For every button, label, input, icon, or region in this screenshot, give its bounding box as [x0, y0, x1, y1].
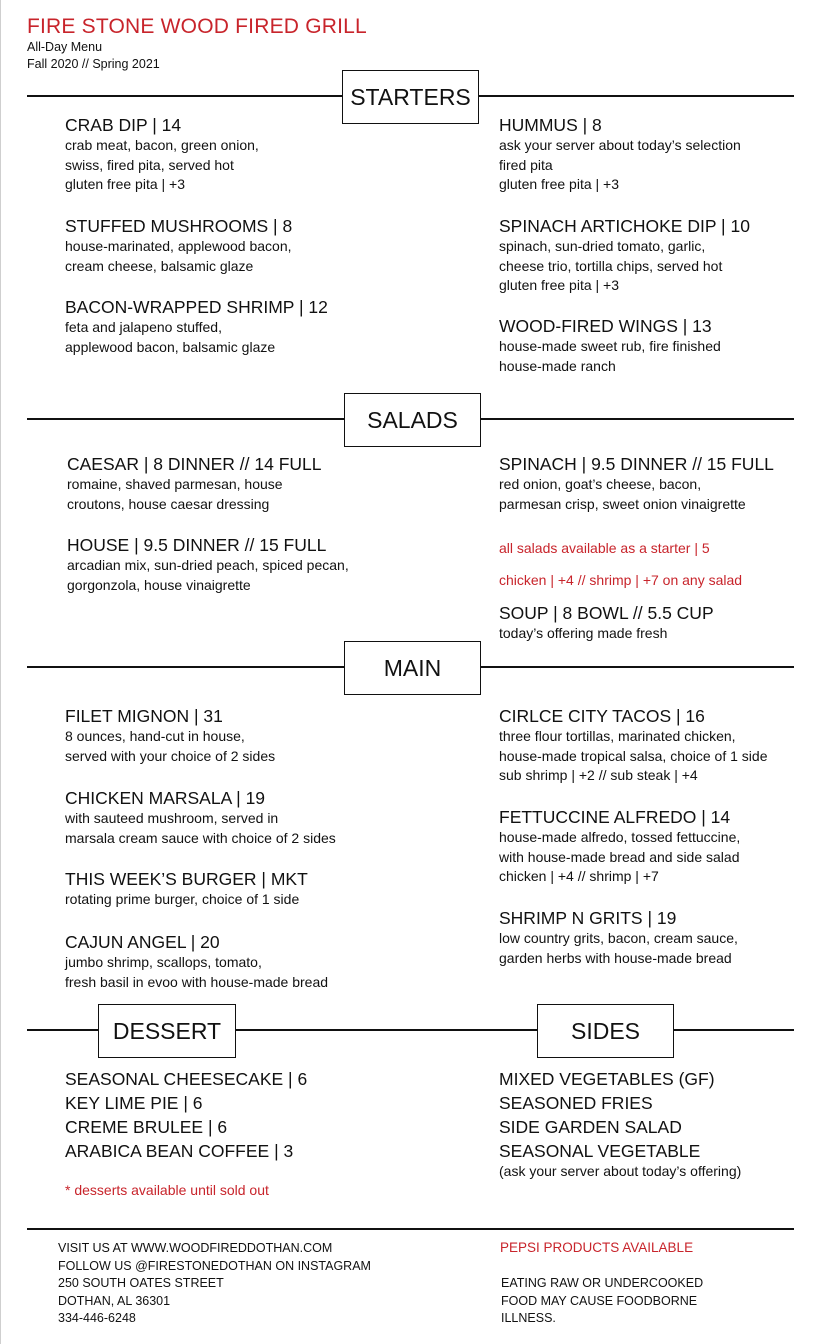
food-warning: [501, 1275, 703, 1328]
item-desc: red onion, goat’s cheese, bacon,: [499, 476, 702, 492]
menu-item: [499, 806, 740, 887]
item-desc: with sauteed mushroom, served in: [65, 810, 279, 826]
item-name: CAESAR | 8 DINNER // 14 FULL: [67, 454, 322, 474]
item-name: CAJUN ANGEL | 20: [65, 932, 220, 952]
item-desc: three flour tortillas, marinated chicken,: [499, 728, 736, 744]
menu-item: [65, 215, 292, 276]
website-link[interactable]: VISIT US AT WWW.WOODFIREDDOTHAN.COM: [58, 1241, 333, 1255]
item-name: WOOD-FIRED WINGS | 13: [499, 316, 712, 336]
sides-heading: SIDES: [537, 1004, 674, 1058]
menu-item: [65, 296, 328, 357]
item-name: CIRLCE CITY TACOS | 16: [499, 706, 705, 726]
item-desc: swiss, fired pita, served hot: [65, 156, 234, 173]
menu-subtitle: All-Day Menu: [27, 40, 103, 54]
item-name: FILET MIGNON | 31: [65, 706, 223, 726]
item-desc: marsala cream sauce with choice of 2 sides: [65, 829, 336, 846]
side-item: SIDE GARDEN SALAD: [499, 1117, 682, 1137]
menu-item: [499, 705, 767, 786]
item-name: SPINACH ARTICHOKE DIP | 10: [499, 216, 750, 236]
menu-item: [65, 705, 275, 766]
menu-item: [65, 931, 328, 992]
menu-season: Fall 2020 // Spring 2021: [27, 57, 160, 71]
dessert-item: KEY LIME PIE | 6: [65, 1093, 203, 1113]
menu-item: [67, 453, 322, 514]
dessert-item: CREME BRULEE | 6: [65, 1117, 228, 1137]
item-desc: cheese trio, tortilla chips, served hot: [499, 257, 723, 274]
item-desc: spinach, sun-dried tomato, garlic,: [499, 238, 706, 254]
dessert-item: ARABICA BEAN COFFEE | 3: [65, 1141, 294, 1161]
starters-heading: STARTERS: [342, 70, 479, 124]
sides-list: [499, 1067, 715, 1163]
menu-item: [65, 868, 308, 910]
item-desc: with house-made bread and side salad: [499, 848, 740, 865]
item-desc: fired pita: [499, 156, 553, 173]
menu-item: [65, 114, 259, 195]
item-desc: cream cheese, balsamic glaze: [65, 257, 254, 274]
side-item: SEASONED FRIES: [499, 1093, 653, 1113]
item-desc: house-marinated, applewood bacon,: [65, 238, 292, 254]
menu-item: [67, 534, 349, 595]
dessert-list: [65, 1067, 307, 1163]
item-desc: crab meat, bacon, green onion,: [65, 137, 259, 153]
instagram-link[interactable]: FOLLOW US @FIRESTONEDOTHAN ON INSTAGRAM: [58, 1258, 371, 1273]
page-left-border: [0, 0, 1, 1344]
item-name: SOUP | 8 BOWL // 5.5 CUP: [499, 603, 714, 623]
footer-contact: [58, 1240, 371, 1328]
item-desc: low country grits, bacon, cream sauce,: [499, 930, 738, 946]
salads-heading: SALADS: [344, 393, 481, 447]
salad-starter-note: all salads available as a starter | 5: [499, 540, 710, 556]
footer-divider: [27, 1228, 794, 1230]
item-name: SHRIMP N GRITS | 19: [499, 908, 677, 928]
item-name: CRAB DIP | 14: [65, 115, 182, 135]
item-desc: chicken | +4 // shrimp | +7: [499, 868, 659, 884]
side-item: SEASONAL VEGETABLE: [499, 1141, 701, 1161]
item-desc: house-made alfredo, tossed fettuccine,: [499, 829, 741, 845]
warning-line: ILLNESS.: [501, 1311, 556, 1325]
item-desc: 8 ounces, hand-cut in house,: [65, 728, 245, 744]
phone-number[interactable]: 334-446-6248: [58, 1311, 136, 1325]
item-desc: gluten free pita | +3: [65, 176, 185, 192]
item-name: SPINACH | 9.5 DINNER // 15 FULL: [499, 454, 774, 474]
menu-item: [499, 907, 738, 968]
item-desc: house-made tropical salsa, choice of 1 side: [499, 747, 768, 764]
dessert-note: * desserts available until sold out: [65, 1182, 269, 1198]
menu-item: [499, 215, 750, 296]
item-desc: sub shrimp | +2 // sub steak | +4: [499, 767, 698, 783]
item-desc: rotating prime burger, choice of 1 side: [65, 891, 300, 907]
item-desc: parmesan crisp, sweet onion vinaigrette: [499, 495, 746, 512]
item-desc: served with your choice of 2 sides: [65, 747, 276, 764]
item-desc: garden herbs with house-made bread: [499, 949, 732, 966]
item-desc: romaine, shaved parmesan, house: [67, 476, 283, 492]
menu-item: [499, 602, 714, 644]
item-desc: gluten free pita | +3: [499, 277, 619, 293]
item-desc: croutons, house caesar dressing: [67, 495, 270, 512]
item-name: FETTUCCINE ALFREDO | 14: [499, 807, 731, 827]
warning-line: FOOD MAY CAUSE FOODBORNE: [501, 1293, 698, 1308]
item-desc: today’s offering made fresh: [499, 625, 668, 641]
item-desc: arcadian mix, sun-dried peach, spiced pecan,: [67, 557, 349, 573]
item-desc: feta and jalapeno stuffed,: [65, 319, 222, 335]
menu-item: [499, 453, 774, 514]
menu-item: [499, 114, 741, 195]
restaurant-title: FIRE STONE WOOD FIRED GRILL: [27, 15, 367, 38]
item-desc: ask your server about today’s selection: [499, 137, 741, 153]
item-desc: fresh basil in evoo with house-made bread: [65, 973, 329, 990]
city-address: DOTHAN, AL 36301: [58, 1293, 171, 1308]
item-name: HUMMUS | 8: [499, 115, 602, 135]
pepsi-note: PEPSI PRODUCTS AVAILABLE: [500, 1240, 694, 1255]
main-heading: MAIN: [344, 641, 481, 695]
warning-line: EATING RAW OR UNDERCOOKED: [501, 1276, 704, 1290]
item-desc: jumbo shrimp, scallops, tomato,: [65, 954, 262, 970]
item-name: HOUSE | 9.5 DINNER // 15 FULL: [67, 535, 327, 555]
item-desc: house-made sweet rub, fire finished: [499, 338, 721, 354]
item-desc: house-made ranch: [499, 357, 616, 374]
item-name: THIS WEEK’S BURGER | MKT: [65, 869, 308, 889]
side-item: MIXED VEGETABLES (GF): [499, 1069, 715, 1089]
item-name: STUFFED MUSHROOMS | 8: [65, 216, 293, 236]
dessert-item: SEASONAL CHEESECAKE | 6: [65, 1069, 308, 1089]
salad-addon-note: chicken | +4 // shrimp | +7 on any salad: [499, 572, 743, 588]
item-name: CHICKEN MARSALA | 19: [65, 788, 266, 808]
street-address: 250 SOUTH OATES STREET: [58, 1276, 224, 1290]
item-name: BACON-WRAPPED SHRIMP | 12: [65, 297, 328, 317]
item-desc: gluten free pita | +3: [499, 176, 619, 192]
item-desc: gorgonzola, house vinaigrette: [67, 576, 251, 593]
menu-item: [65, 787, 336, 848]
item-desc: applewood bacon, balsamic glaze: [65, 338, 276, 355]
menu-item: [499, 315, 721, 376]
sides-note: (ask your server about today’s offering): [499, 1163, 742, 1179]
dessert-heading: DESSERT: [98, 1004, 236, 1058]
